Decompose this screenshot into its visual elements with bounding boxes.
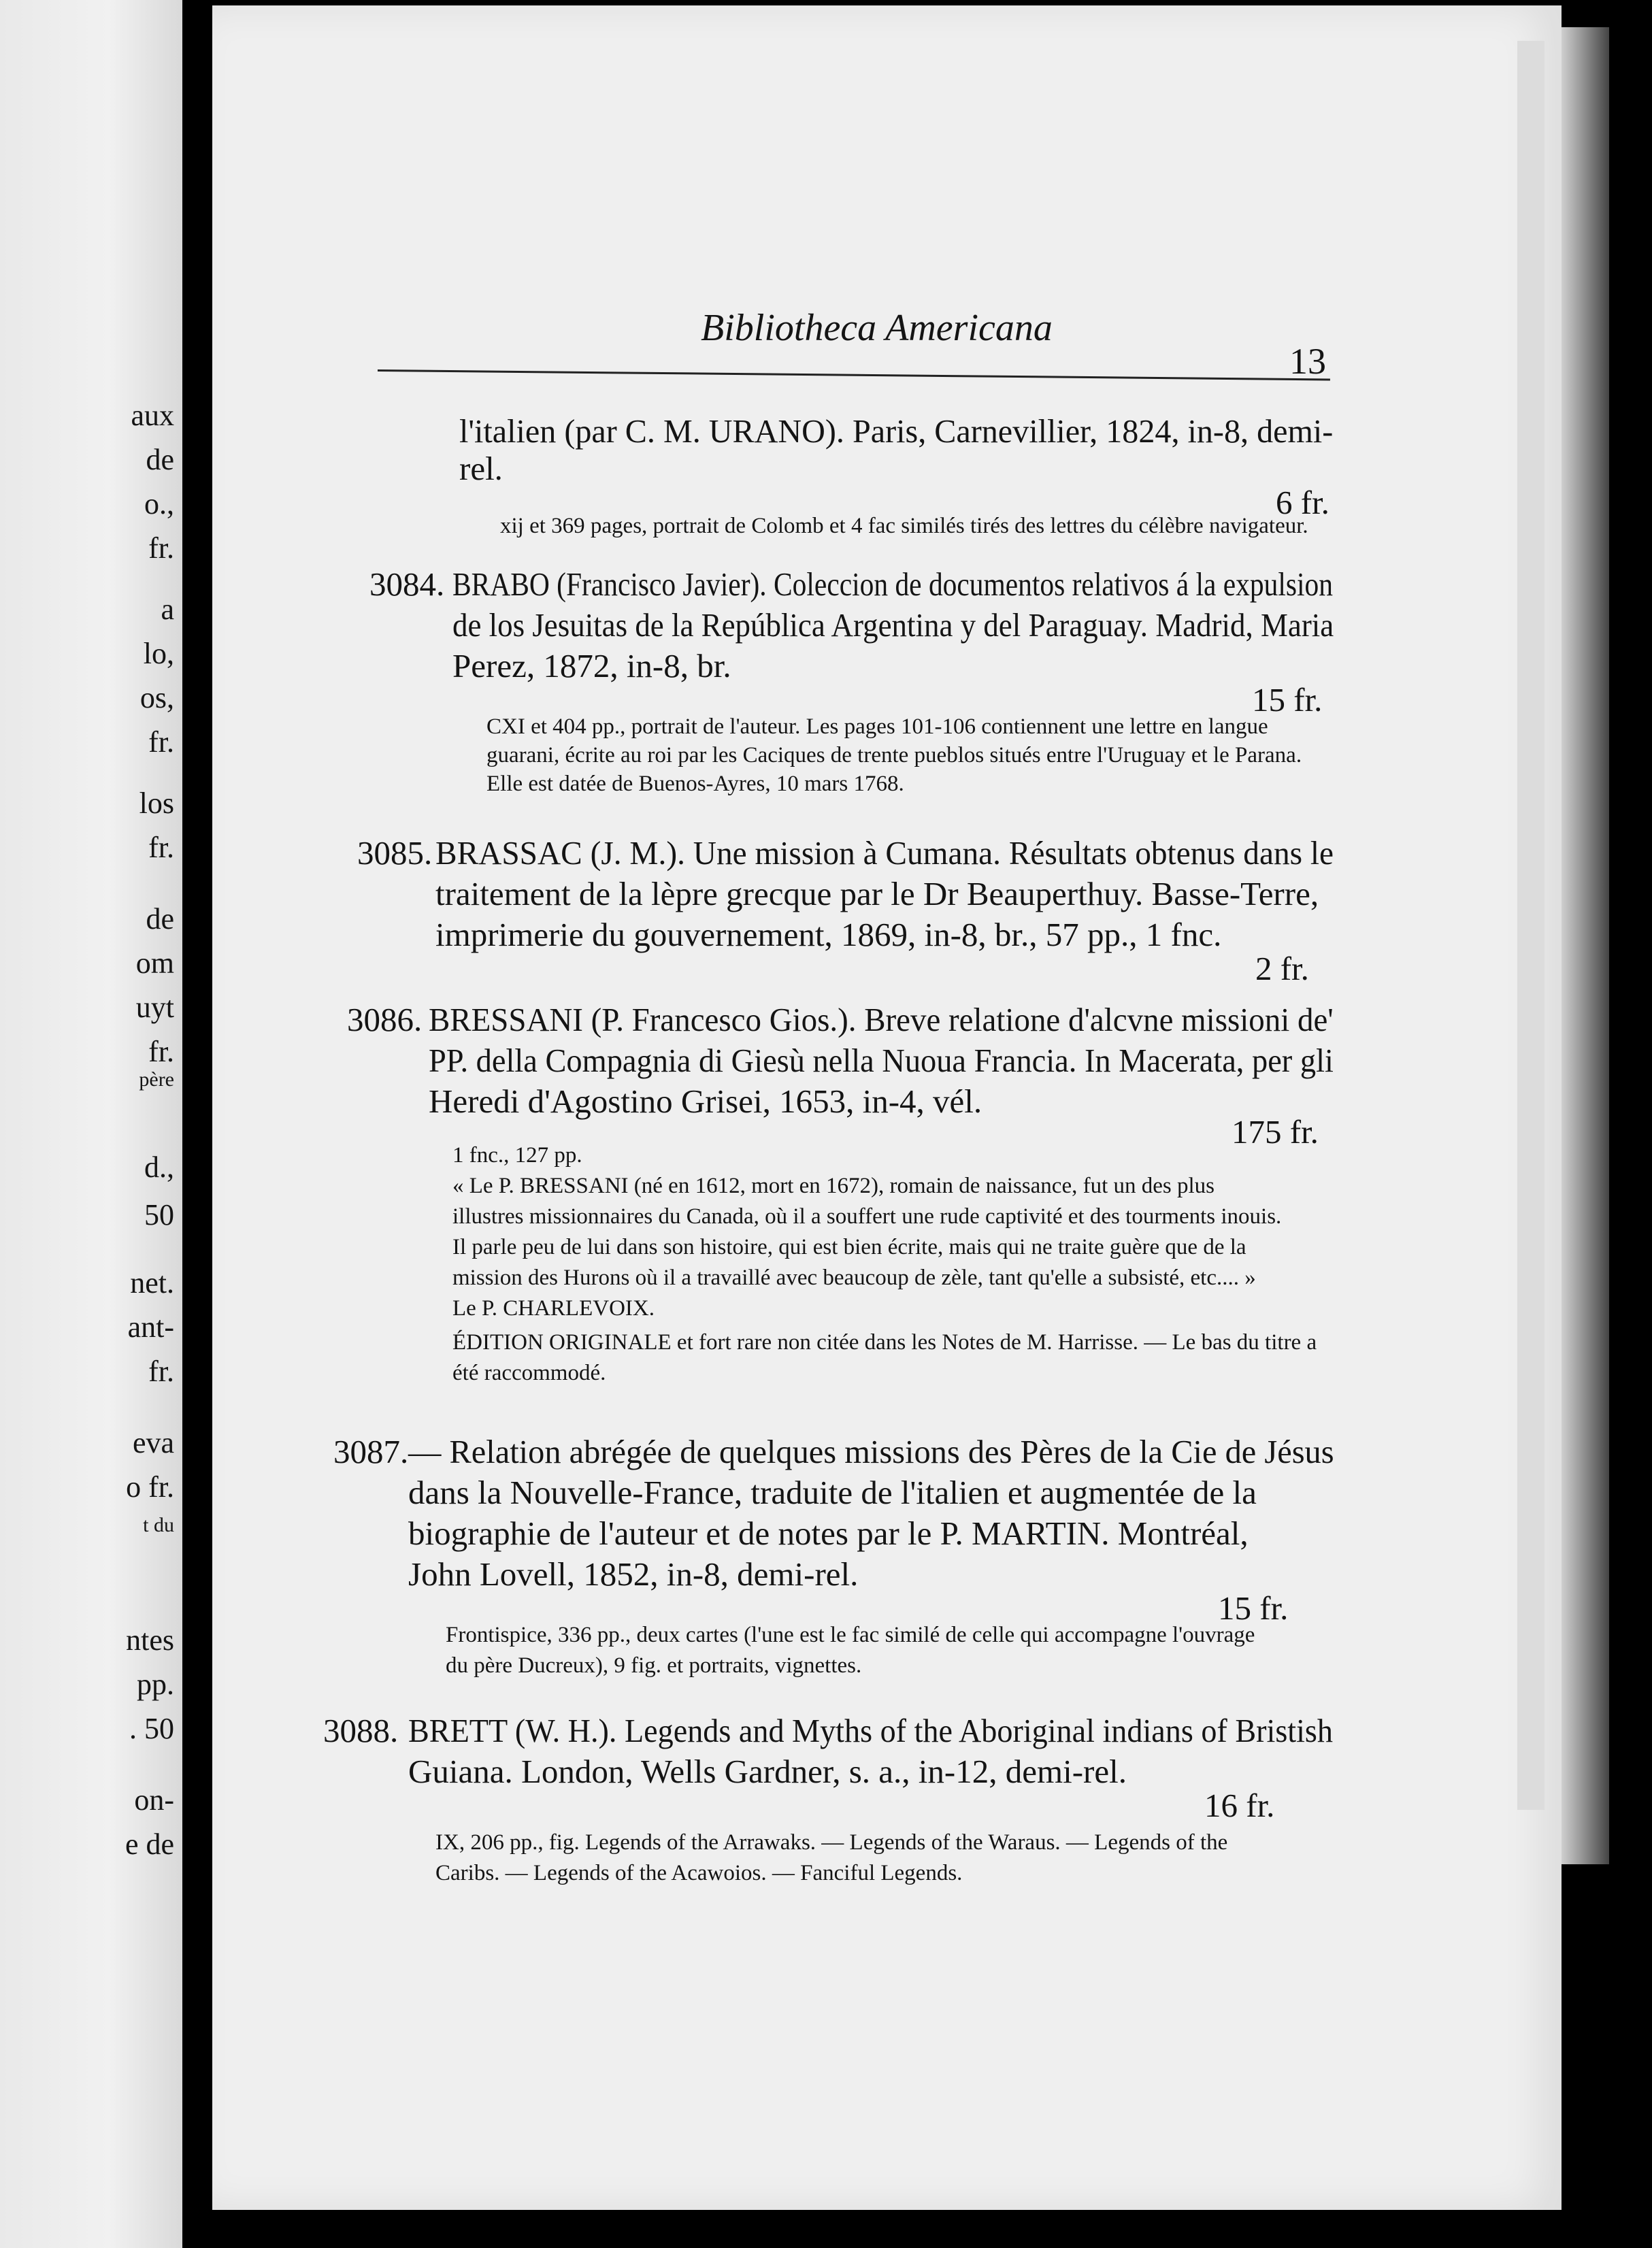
left-page-fragment	[0, 0, 182, 2248]
left-page-text: père	[139, 1068, 174, 1091]
left-page-text: eva	[132, 1426, 174, 1459]
left-page-text: on-	[134, 1783, 174, 1817]
entry-number: 3085.	[357, 834, 433, 872]
left-page-text: fr.	[148, 725, 174, 759]
left-page-text: ntes	[126, 1623, 174, 1657]
entry-text-line: — Relation abrégée de quelques missions des Pères de la Cie de Jésus	[408, 1433, 1334, 1470]
entry-text-line: John Lovell, 1852, in-8, demi-rel.	[408, 1555, 859, 1593]
entry-note-line: Frontispice, 336 pp., deux cartes (l'une est le fac similé de celle qui accompagne l'ouvrage	[446, 1623, 1255, 1647]
left-page-text: o.,	[144, 487, 174, 520]
left-page-text: pp.	[137, 1668, 174, 1701]
left-page-text: fr.	[148, 1035, 174, 1068]
entry-price: 6 fr.	[1276, 484, 1329, 521]
entry-note-line: CXI et 404 pp., portrait de l'auteur. Les pages 101-106 contiennent une lettre en langue	[486, 714, 1268, 739]
left-page-text: de	[146, 902, 174, 936]
entry-text-line: Perez, 1872, in-8, br.	[452, 647, 731, 684]
left-page-text: t du	[143, 1514, 174, 1536]
entry-text-line: Guiana. London, Wells Gardner, s. a., in-12, demi-rel.	[408, 1753, 1127, 1790]
entry-note-line: ÉDITION ORIGINALE et fort rare non citée dans les Notes de M. Harrisse. — Le bas du titre a	[452, 1330, 1317, 1355]
entry-note-line: illustres missionnaires du Canada, où il a souffert une rude captivité et des tourments inouis.	[452, 1204, 1282, 1229]
entry-number: 3088.	[323, 1712, 399, 1749]
entry-number: 3084.	[369, 565, 445, 603]
left-page-text: de	[146, 443, 174, 476]
left-page-text: aux	[131, 399, 174, 432]
entry-note-line: Caribs. — Legends of the Acawoios. — Fanciful Legends.	[435, 1861, 963, 1885]
entry-text-line: BRETT (W. H.). Legends and Myths of the Aboriginal indians of Bristish	[408, 1712, 1333, 1749]
left-page-text: fr.	[148, 531, 174, 565]
entry-note-line: « Le P. BRESSANI (né en 1612, mort en 1672), romain de naissance, fut un des plus	[452, 1174, 1215, 1198]
left-page-text: 50	[144, 1198, 174, 1232]
left-page-text: uyt	[135, 991, 174, 1024]
left-page-text: om	[135, 946, 174, 980]
left-page-text: os,	[139, 681, 174, 714]
entry-note-line: guarani, écrite au roi par les Caciques de trente pueblos situés entre l'Uruguay et le Parana.	[486, 743, 1302, 767]
entry-price: 175 fr.	[1232, 1113, 1319, 1151]
entry-text-line: imprimerie du gouvernement, 1869, in-8, br., 57 pp., 1 fnc.	[435, 916, 1222, 953]
entry-text-line: dans la Nouvelle-France, traduite de l'italien et augmentée de la	[408, 1474, 1257, 1511]
left-page-text: o fr.	[126, 1470, 174, 1504]
entry-number: 3086.	[347, 1001, 423, 1038]
left-page-text: . 50	[129, 1712, 174, 1745]
entry-note-line: xij et 369 pages, portrait de Colomb et 4 fac similés tirés des lettres du célèbre navigateur.	[500, 514, 1308, 538]
left-page-text: los	[139, 787, 174, 820]
entry-text-line: traitement de la lèpre grecque par le Dr Beauperthuy. Basse-Terre,	[435, 875, 1319, 912]
entry-note-line: Elle est datée de Buenos-Ayres, 10 mars 1768.	[486, 772, 904, 796]
entry-text-line: rel.	[459, 450, 503, 487]
left-page-text: a	[161, 593, 174, 626]
left-page-text: e de	[125, 1828, 174, 1861]
page-edge	[1517, 41, 1544, 1810]
entry-note-line: IX, 206 pp., fig. Legends of the Arrawaks. — Legends of the Waraus. — Legends of the	[435, 1830, 1228, 1855]
left-page-text: fr.	[148, 1355, 174, 1388]
left-page-text: fr.	[148, 831, 174, 864]
entry-number: 3087.	[333, 1433, 409, 1470]
entry-price: 16 fr.	[1204, 1787, 1275, 1824]
entry-note-line: Le P. CHARLEVOIX.	[452, 1296, 655, 1321]
entry-text-line: PP. della Compagnia di Giesù nella Nuoua Francia. In Macerata, per gli	[429, 1042, 1334, 1079]
entry-price: 15 fr.	[1218, 1589, 1289, 1627]
entry-note-line: été raccommodé.	[452, 1361, 606, 1385]
entry-text-line: BRABO (Francisco Javier). Coleccion de documentos relativos á la expulsion	[452, 565, 1333, 603]
entry-text-line: Heredi d'Agostino Grisei, 1653, in-4, vél.	[429, 1082, 982, 1120]
running-title: Bibliotheca Americana	[701, 307, 1053, 349]
entry-text-line: BRESSANI (P. Francesco Gios.). Breve relatione d'alcvne missioni de'	[429, 1001, 1334, 1038]
entry-text-line: l'italien (par C. M. URANO). Paris, Carnevillier, 1824, in-8, demi-	[459, 412, 1334, 450]
page-number: 13	[1289, 341, 1326, 382]
left-page-text: net.	[130, 1266, 174, 1300]
entry-text-line: de los Jesuitas de la República Argentina y del Paraguay. Madrid, Maria	[452, 606, 1334, 644]
entry-text-line: biographie de l'auteur et de notes par le P. MARTIN. Montréal,	[408, 1515, 1249, 1552]
entry-price: 2 fr.	[1255, 950, 1309, 987]
entry-price: 15 fr.	[1252, 681, 1323, 718]
left-page-text: d.,	[144, 1151, 174, 1184]
entry-note-line: mission des Hurons où il a travaillé avec beaucoup de zèle, tant qu'elle a subsisté, etc.... »	[452, 1266, 1256, 1290]
book-spine-shadow	[1562, 27, 1609, 1864]
left-page-text: ant-	[127, 1310, 174, 1344]
left-page-text: lo,	[143, 637, 174, 670]
entry-note-line: Il parle peu de lui dans son histoire, qui est bien écrite, mais qui ne traite guère que de la	[452, 1235, 1246, 1259]
entry-text-line: BRASSAC (J. M.). Une mission à Cumana. Résultats obtenus dans le	[435, 834, 1334, 872]
entry-note-line: du père Ducreux), 9 fig. et portraits, vignettes.	[446, 1653, 862, 1678]
entry-note-line: 1 fnc., 127 pp.	[452, 1143, 582, 1168]
